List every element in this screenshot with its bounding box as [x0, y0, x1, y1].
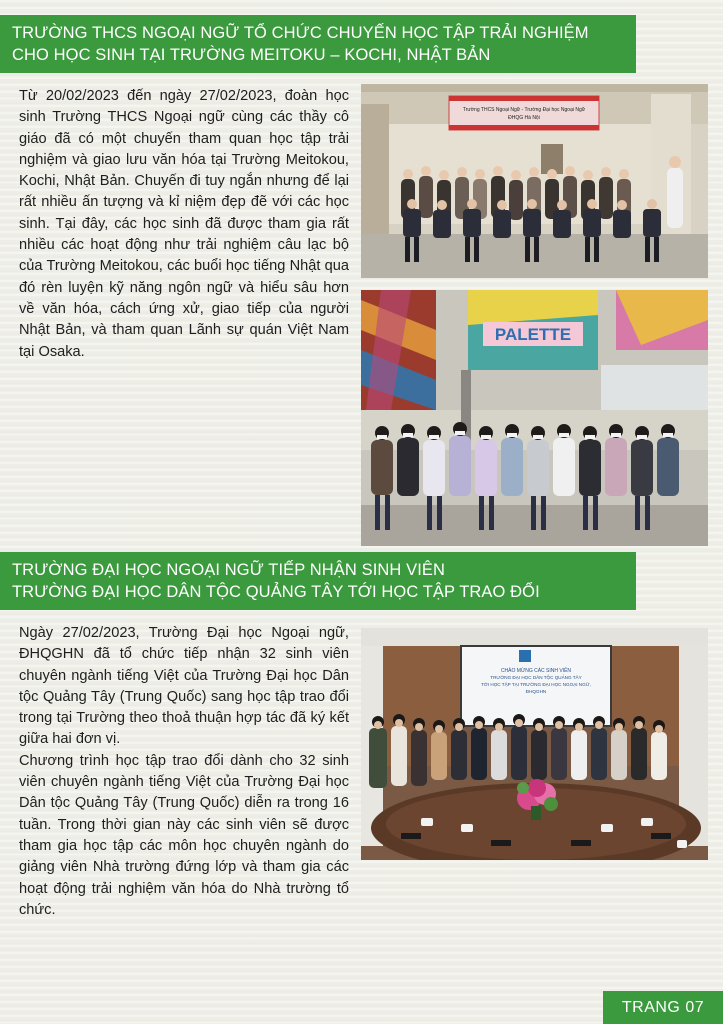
- section1-header: [0, 15, 636, 73]
- screen-text-line4: ĐHQGHN: [525, 689, 547, 694]
- group-photo-meeting-room: [361, 628, 708, 860]
- screen-text-line3: TỚI HỌC TẬP TẠI TRƯỜNG ĐẠI HỌC NGOẠI NGỮ,: [481, 682, 591, 687]
- group-photo-meitoku-hall: [361, 84, 708, 278]
- section2-body-text: [19, 623, 349, 921]
- section1-title-line1: TRƯỜNG THCS NGOẠI NGỮ TỔ CHỨC CHUYẾN HỌC TẬP TRẢI NGHIỆM: [12, 24, 589, 42]
- students-photo-artwork-hall: [361, 290, 708, 546]
- palette-sign-text: PALETTE: [494, 325, 572, 344]
- section2-paragraph1: Ngày 27/02/2023, Trường Đại học Ngoại ngữ, ĐHQGHN đã tổ chức tiếp nhận 32 sinh viên chuyên ngành tiếng Việt của Trường Đại học Dân tộc Quảng Tây (Trung Quốc) sang học tập trao đổi trong tại Trường theo thoả thuận hợp tác đã ký kết giữa hai đơn vị.: [19, 625, 349, 748]
- section2-title-line2: TRƯỜNG ĐẠI HỌC DÂN TỘC QUẢNG TÂY TỚI HỌC TẬP TRAO ĐỔI: [12, 583, 540, 601]
- section2-header: [0, 552, 636, 610]
- section2-paragraph2: Chương trình học tập trao đổi dành cho 32 sinh viên chuyên ngành tiếng Việt của Trường Đại học Dân tộc Quảng Tây (Trung Quốc) diễn ra trong 16 tuần. Trong thời gian này các sinh viên sẽ được tham gia học tập các môn học chuyên ngành do giảng viên Nhà trường đứng lớp và tham gia các hoạt động trải nghiệm văn hóa do Nhà trường tổ chức.: [19, 752, 349, 918]
- section2-title-line1: TRƯỜNG ĐẠI HỌC NGOẠI NGỮ TIẾP NHẬN SINH VIÊN: [12, 561, 446, 579]
- section1-body-text: Từ 20/02/2023 đến ngày 27/02/2023, đoàn học sinh Trường THCS Ngoại ngữ cùng các thầy cô giáo đã có một chuyến tham quan học tập trải nghiệm và giao lưu văn hóa tại Trường Meitokou, Kochi, Nhật Bản. Chuyến đi tuy ngắn nhưng để lại rất nhiều ấn tượng và kỉ niệm đẹp đẽ với các học sinh. Tại đây, các học sinh đã được tham gia rất nhiều các hoạt động như trải nghiệm câu lạc bộ của Trường Meitokou, các buổi học tiếng Nhật qua đó rèn luyện kỹ năng ngôn ngữ và hiểu sâu hơn về văn hóa, cách ứng xử, giao tiếp của người Nhật Bản, và tham quan Lãnh sự quán Việt Nam tại Osaka.: [19, 88, 349, 360]
- screen-text-line1: CHÀO MỪNG CÁC SINH VIÊN: [500, 668, 572, 674]
- banner-text-line2: ĐHQG Hà Nội: [508, 115, 540, 121]
- welcome-banner: [449, 96, 599, 130]
- page-number-badge: TRANG 07: [603, 991, 723, 1024]
- screen-text-line2: TRƯỜNG ĐẠI HỌC DÂN TỘC QUẢNG TÂY: [490, 675, 582, 680]
- section1-title-line2: CHO HỌC SINH TẠI TRƯỜNG MEITOKU – KOCHI, NHẬT BẢN: [12, 46, 491, 64]
- banner-text-line1: Trường THCS Ngoại Ngữ - Trường Đại học Ngoại Ngữ: [462, 107, 586, 113]
- welcome-screen: [461, 646, 611, 726]
